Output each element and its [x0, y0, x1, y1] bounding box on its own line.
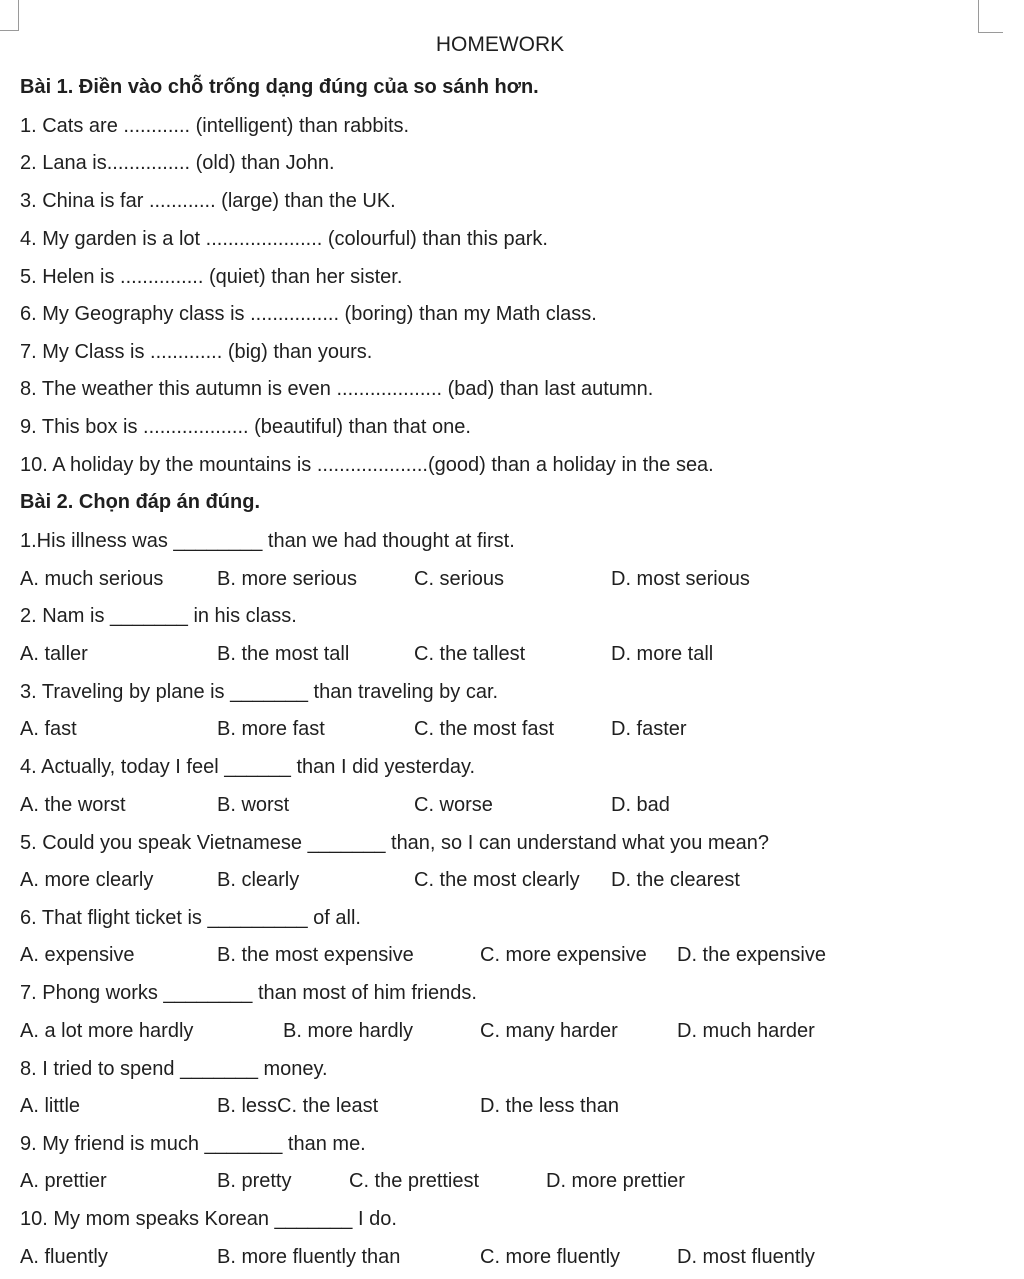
- option-a: A. much serious: [20, 568, 164, 590]
- option-bc: B. lessC. the least: [217, 1095, 379, 1117]
- option-d: D. more prettier: [546, 1170, 685, 1192]
- option-c: C. the tallest: [414, 643, 526, 665]
- option-b: B. the most tall: [217, 643, 350, 665]
- question-9: 9. My friend is much _______ than me.: [20, 1133, 366, 1155]
- question-2: 2. Nam is _______ in his class.: [20, 605, 297, 627]
- exercise-1-item: 1. Cats are ............ (intelligent) than rabbits.: [20, 115, 410, 137]
- question-3: 3. Traveling by plane is _______ than traveling by car.: [20, 681, 499, 703]
- option-d: D. the less than: [480, 1095, 619, 1117]
- question-4: 4. Actually, today I feel ______ than I did yesterday.: [20, 756, 476, 778]
- option-c: C. the most clearly: [414, 869, 580, 891]
- option-c: C. many harder: [480, 1020, 618, 1042]
- crop-mark-right: [978, 0, 1003, 33]
- option-a: A. taller: [20, 643, 88, 665]
- option-a: A. a lot more hardly: [20, 1020, 194, 1042]
- option-c: C. worse: [414, 794, 493, 816]
- option-b: B. the most expensive: [217, 944, 414, 966]
- exercise-1-item: 10. A holiday by the mountains is ....................(good) than a holiday in the sea.: [20, 454, 714, 476]
- crop-mark-left: [0, 0, 19, 31]
- exercise-1-item: 9. This box is ................... (beautiful) than that one.: [20, 416, 471, 438]
- option-a: A. fluently: [20, 1246, 108, 1268]
- exercise-1-item: 7. My Class is ............. (big) than yours.: [20, 341, 373, 363]
- option-d: D. more tall: [611, 643, 714, 665]
- question-1: 1.His illness was ________ than we had thought at first.: [20, 530, 515, 552]
- option-c: C. the prettiest: [349, 1170, 480, 1192]
- option-d: D. faster: [611, 718, 687, 740]
- option-d: D. bad: [611, 794, 670, 816]
- option-a: A. fast: [20, 718, 77, 740]
- section-2-heading: Bài 2. Chọn đáp án đúng.: [20, 491, 260, 513]
- question-6: 6. That flight ticket is _________ of all.: [20, 907, 361, 929]
- option-a: A. more clearly: [20, 869, 154, 891]
- option-a: A. prettier: [20, 1170, 107, 1192]
- option-b: B. more fluently than: [217, 1246, 401, 1268]
- option-c: C. more fluently: [480, 1246, 621, 1268]
- option-d: D. most serious: [611, 568, 750, 590]
- exercise-1-item: 6. My Geography class is ................ (boring) than my Math class.: [20, 303, 597, 325]
- option-d: D. most fluently: [677, 1246, 815, 1268]
- page-title: HOMEWORK: [435, 33, 565, 56]
- option-c: C. the most fast: [414, 718, 555, 740]
- exercise-1-item: 4. My garden is a lot ..................... (colourful) than this park.: [20, 228, 548, 250]
- option-c: C. more expensive: [480, 944, 647, 966]
- option-d: D. the expensive: [677, 944, 826, 966]
- option-b: B. more fast: [217, 718, 325, 740]
- option-b: B. more serious: [217, 568, 358, 590]
- exercise-1-item: 5. Helen is ............... (quiet) than her sister.: [20, 266, 403, 288]
- option-b: B. more hardly: [283, 1020, 414, 1042]
- section-1-heading: Bài 1. Điền vào chỗ trống dạng đúng của so sánh hơn.: [20, 76, 539, 98]
- exercise-1-item: 3. China is far ............ (large) than the UK.: [20, 190, 396, 212]
- option-b: B. worst: [217, 794, 290, 816]
- question-5: 5. Could you speak Vietnamese _______ than, so I can understand what you mean?: [20, 832, 770, 854]
- option-b: B. pretty: [217, 1170, 292, 1192]
- option-a: A. expensive: [20, 944, 135, 966]
- question-8: 8. I tried to spend _______ money.: [20, 1058, 328, 1080]
- option-a: A. the worst: [20, 794, 126, 816]
- option-a: A. little: [20, 1095, 81, 1117]
- exercise-1-item: 2. Lana is............... (old) than John.: [20, 152, 335, 174]
- option-b: B. clearly: [217, 869, 300, 891]
- exercise-1-item: 8. The weather this autumn is even ................... (bad) than last autumn.: [20, 378, 654, 400]
- option-c: C. serious: [414, 568, 505, 590]
- question-10: 10. My mom speaks Korean _______ I do.: [20, 1208, 397, 1230]
- option-d: D. much harder: [677, 1020, 815, 1042]
- option-d: D. the clearest: [611, 869, 740, 891]
- question-7: 7. Phong works ________ than most of him friends.: [20, 982, 477, 1004]
